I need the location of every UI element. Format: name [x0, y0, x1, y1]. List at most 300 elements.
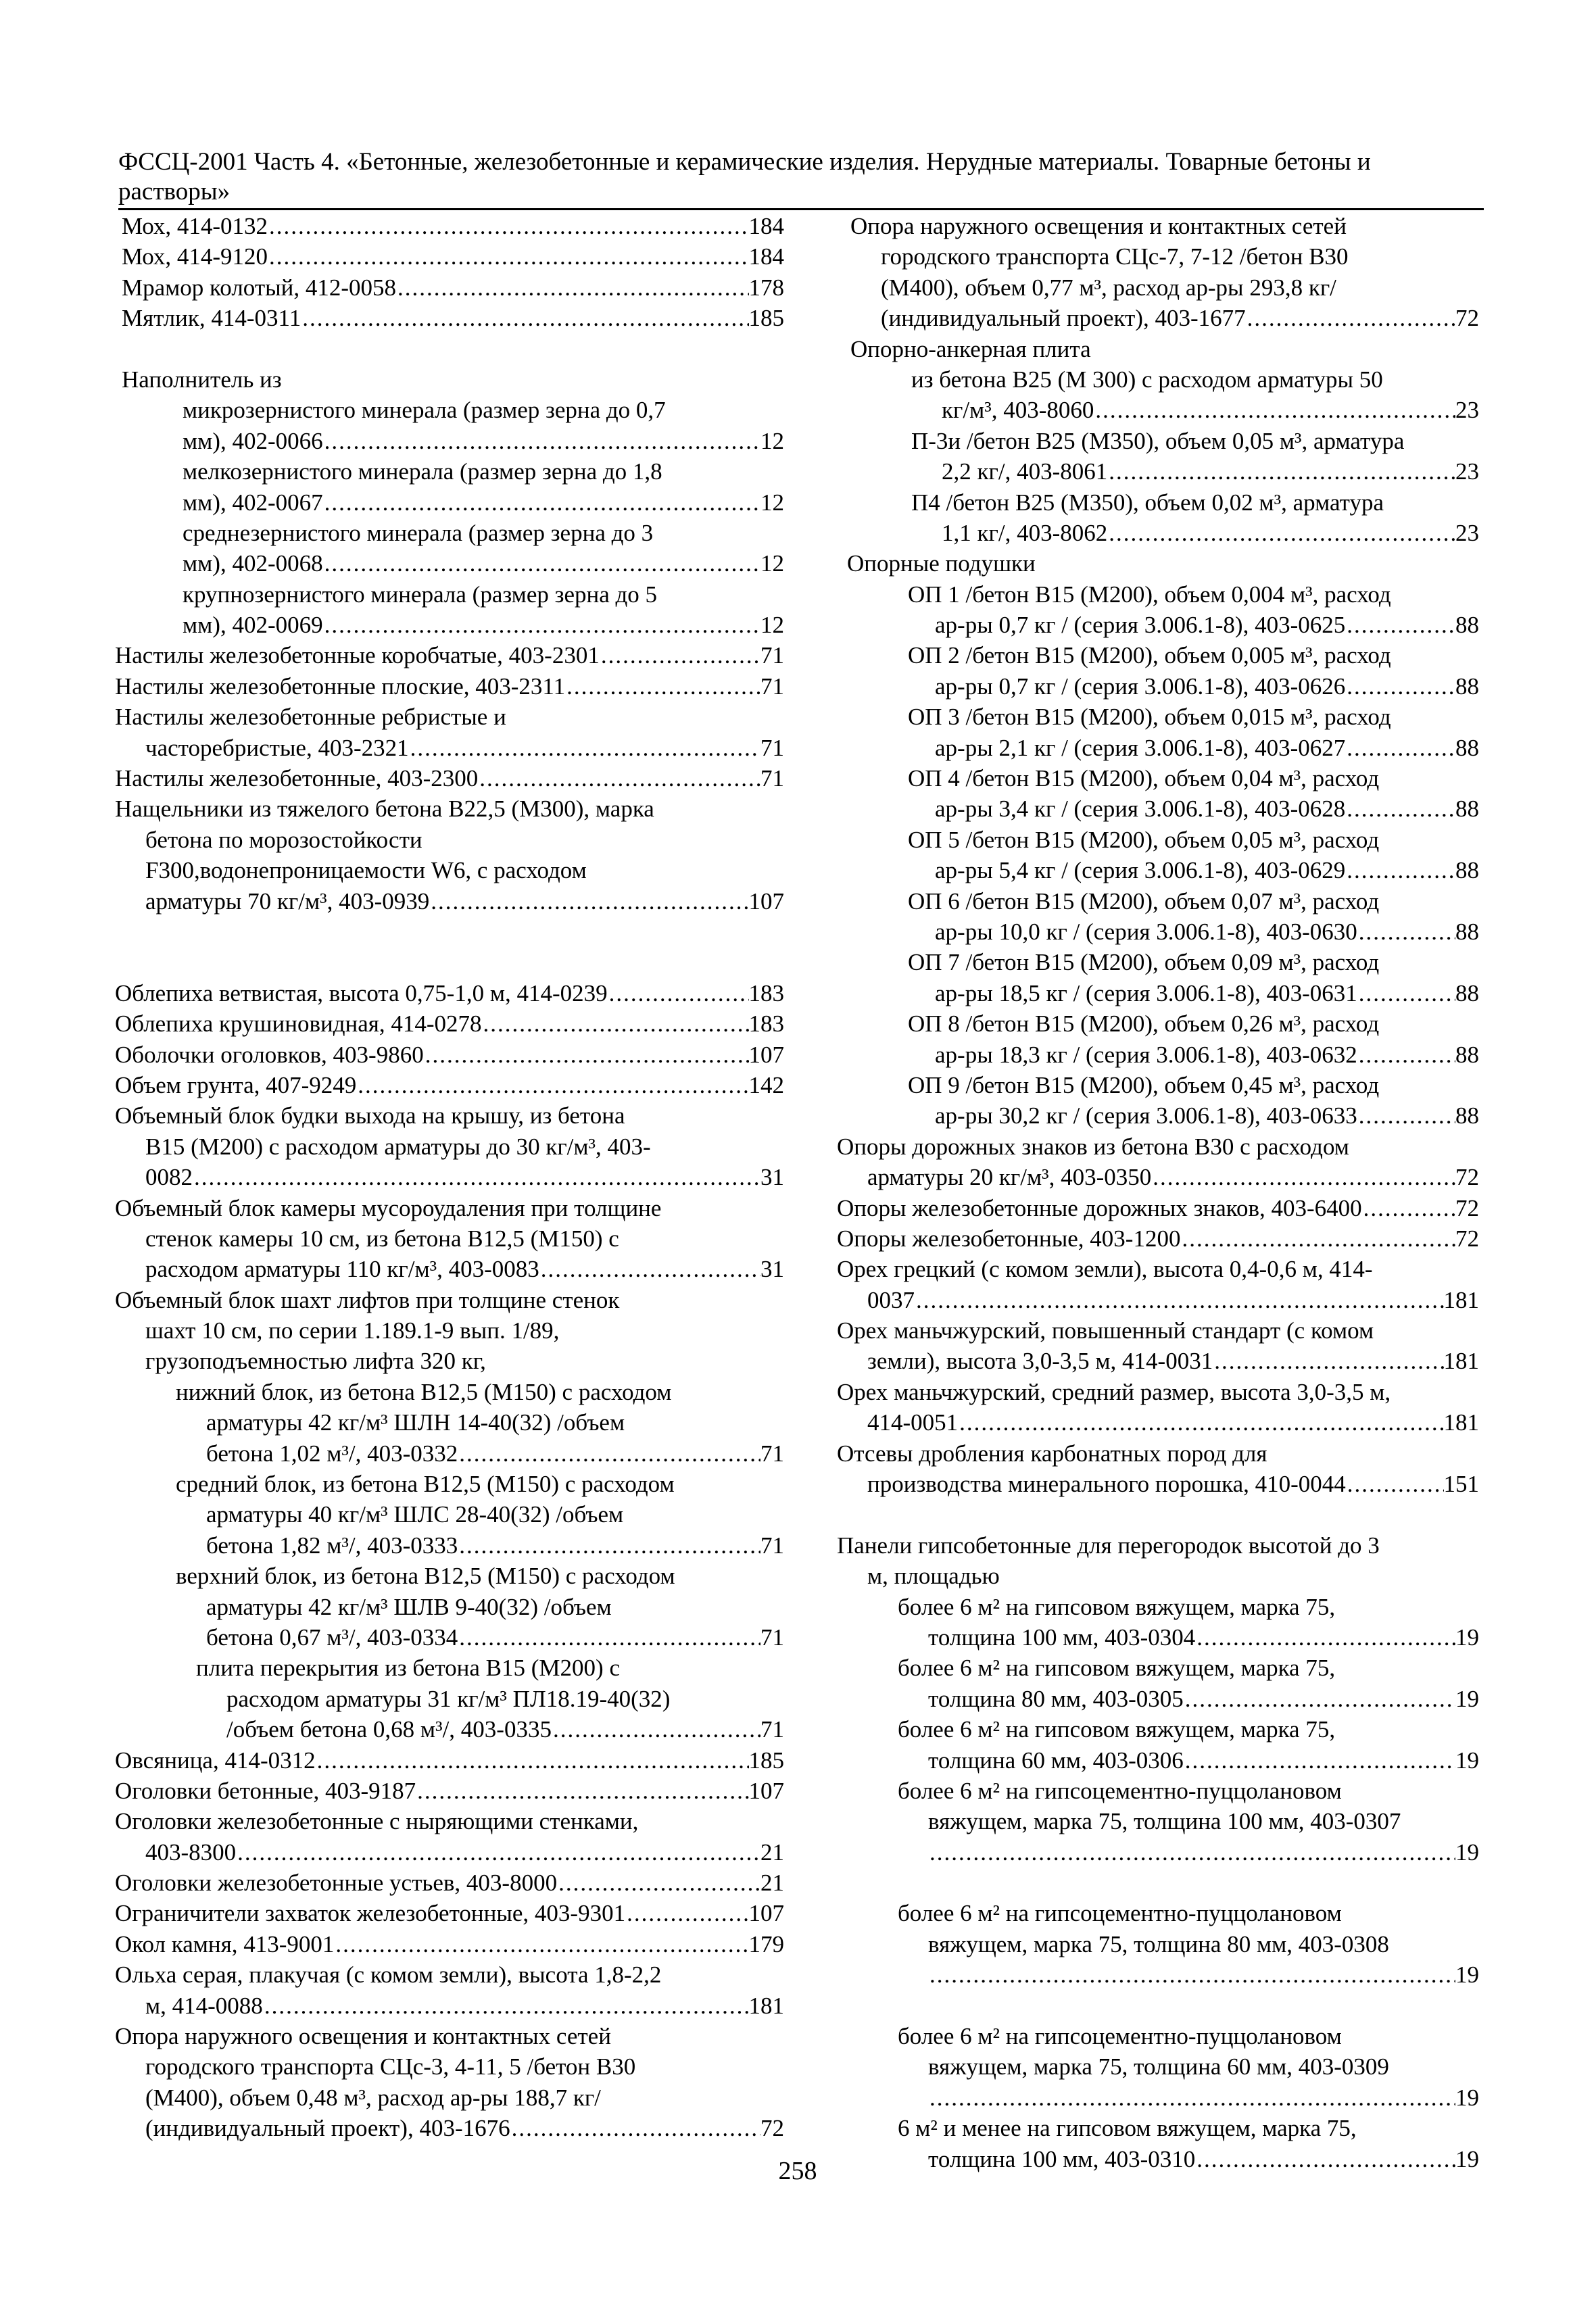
- index-entry: [108, 1745, 784, 1776]
- index-entry-line: [830, 334, 1479, 364]
- index-entry-line: [108, 1714, 784, 1745]
- dot-leader: [928, 1837, 1455, 1868]
- index-entry-line: [830, 794, 1479, 824]
- entry-text: мелкозернистого минерала (размер зерна до 1,8: [183, 458, 662, 485]
- index-entry-line: [108, 702, 784, 732]
- dot-leader: [424, 1040, 749, 1070]
- entry-text: Окол камня, 413-9001: [115, 1930, 335, 1957]
- entry-page-ref: 88: [1455, 734, 1479, 761]
- entry-text: ар-ры 30,2 кг / (серия 3.006.1-8), 403-0633: [935, 1102, 1357, 1129]
- entry-page-ref: 71: [760, 673, 784, 700]
- index-entry-line: [830, 671, 1479, 702]
- index-entry: [108, 303, 784, 333]
- index-entry-line: [830, 1315, 1479, 1346]
- index-entry-line: [108, 1837, 784, 1868]
- entry-text: 6 м² и менее на гипсовом вяжущем, марка 75,: [898, 2115, 1357, 2142]
- entry-page-ref: 12: [760, 427, 784, 454]
- entry-page-ref: 72: [1455, 1164, 1479, 1191]
- page-number: 258: [778, 2157, 817, 2185]
- index-column-left: [108, 211, 784, 2144]
- entry-text: ар-ры 18,5 кг / (серия 3.006.1-8), 403-0631: [935, 979, 1357, 1006]
- index-entry-line: [830, 1008, 1479, 1039]
- entry-text: арматуры 40 кг/м³ ШЛС 28-40(32) /объем: [206, 1501, 624, 1528]
- index-entry-line: [830, 1040, 1479, 1070]
- index-entry-line: [830, 1469, 1479, 1499]
- entry-text: толщина 60 мм, 403-0306: [928, 1747, 1184, 1774]
- index-entry-line: [108, 2051, 784, 2082]
- entry-page-ref: 19: [1455, 1961, 1479, 1989]
- index-entry-line: [108, 1530, 784, 1561]
- index-entry-line: [830, 763, 1479, 794]
- index-entry: [108, 978, 784, 1008]
- index-entry: [108, 1898, 784, 1928]
- index-entry-line: [108, 364, 784, 395]
- dot-leader: [263, 1991, 749, 2021]
- entry-page-ref: 181: [1443, 1286, 1479, 1313]
- index-entry: [830, 364, 1479, 426]
- index-entry-line: [830, 364, 1479, 395]
- index-entry-line: [108, 518, 784, 548]
- entry-text: м, площадью: [867, 1563, 1000, 1590]
- index-entry: [108, 1070, 784, 1100]
- dot-leader: [478, 763, 760, 794]
- index-entry: [108, 1469, 784, 1561]
- index-entry-line: [108, 211, 784, 241]
- dot-leader: [356, 1070, 748, 1100]
- entry-page-ref: 71: [760, 642, 784, 669]
- index-entry-line: [830, 211, 1479, 241]
- entry-page-ref: 19: [1455, 2145, 1479, 2172]
- entry-text: бетона 1,82 м³/, 403-0333: [206, 1532, 458, 1559]
- index-entry-line: [108, 733, 784, 763]
- entry-text: более 6 м² на гипсовом вяжущем, марка 75,: [898, 1655, 1336, 1682]
- index-entry: [108, 1100, 784, 1192]
- entry-text: Опора наружного освещения и контактных сетей: [850, 213, 1347, 239]
- dot-leader: [1151, 1162, 1455, 1192]
- entry-text: городского транспорта СЦс-7, 7-12 /бетон В30: [881, 243, 1349, 270]
- index-entry: [830, 640, 1479, 702]
- entry-text: ОП 6 /бетон В15 (М200), объем 0,07 м³, расход: [908, 887, 1380, 915]
- index-entry-line: [830, 1929, 1479, 1959]
- entry-page-ref: 12: [760, 489, 784, 516]
- index-entry: [108, 272, 784, 303]
- index-entry-line: [830, 1561, 1479, 1591]
- index-entry-line: [108, 1653, 784, 1683]
- index-entry-line: [108, 1469, 784, 1499]
- entry-text: Отсевы дробления карбонатных пород для: [837, 1440, 1267, 1467]
- entry-page-ref: 181: [1443, 1348, 1479, 1375]
- entry-text: 2,2 кг/, 403-8061: [942, 458, 1108, 485]
- dot-leader: [429, 886, 748, 917]
- entry-text: грузоподъемностью лифта 320 кг,: [145, 1348, 486, 1375]
- index-entry: [108, 241, 784, 272]
- index-entry: [830, 1776, 1479, 1868]
- index-entry: [108, 518, 784, 579]
- entry-page-ref: 88: [1455, 612, 1479, 639]
- dot-leader: [482, 1008, 749, 1039]
- index-entry-line: [108, 1315, 784, 1346]
- spacer: [108, 334, 784, 364]
- entry-text: (М400), объем 0,77 м³, расход ар-ры 293,8 кг/: [881, 274, 1336, 301]
- index-entry: [108, 1561, 784, 1653]
- index-entry-line: [830, 610, 1479, 640]
- index-entry-line: [108, 978, 784, 1008]
- entry-text: Опоры железобетонные, 403-1200: [837, 1225, 1181, 1252]
- index-entry-line: [108, 426, 784, 456]
- entry-text: ар-ры 10,0 кг / (серия 3.006.1-8), 403-0630: [935, 918, 1357, 945]
- entry-page-ref: 71: [760, 1716, 784, 1743]
- entry-text: ар-ры 0,7 кг / (серия 3.006.1-8), 403-0626: [935, 673, 1346, 700]
- entry-text: расходом арматуры 110 кг/м³, 403-0083: [145, 1256, 539, 1283]
- entry-text: более 6 м² на гипсоцементно-пуццолановом: [898, 1900, 1342, 1927]
- index-entry-line: [108, 1806, 784, 1836]
- entry-text: Объем грунта, 407-9249: [115, 1071, 357, 1098]
- page-header: ФССЦ-2001 Часть 4. «Бетонные, железобетонные и керамические изделия. Нерудные материалы. Товарные бетоны и растворы»: [118, 148, 1371, 205]
- entry-page-ref: 178: [748, 274, 784, 301]
- entry-text: ар-ры 3,4 кг / (серия 3.006.1-8), 403-0628: [935, 796, 1346, 823]
- entry-text: Настилы железобетонные, 403-2300: [115, 765, 479, 792]
- entry-text: Объемный блок будки выхода на крышу, из бетона: [115, 1102, 625, 1129]
- dot-leader: [1357, 1100, 1455, 1131]
- entry-text: нижний блок, из бетона В12,5 (М150) с расходом: [176, 1378, 672, 1405]
- entry-page-ref: 31: [760, 1164, 784, 1191]
- entry-text: Облепиха ветвистая, высота 0,75-1,0 м, 414-0239: [115, 979, 608, 1006]
- entry-text: более 6 м² на гипсовом вяжущем, марка 75,: [898, 1716, 1336, 1743]
- index-entry-line: [830, 487, 1479, 518]
- spacer: [108, 947, 784, 977]
- index-entry-line: [108, 1100, 784, 1131]
- index-entry-line: [830, 1714, 1479, 1745]
- dot-leader: [1346, 1469, 1444, 1499]
- index-entry-line: [108, 1622, 784, 1653]
- index-entry: [830, 702, 1479, 763]
- dot-leader: [1213, 1346, 1443, 1376]
- entry-text: вяжущем, марка 75, толщина 60 мм, 403-0309: [928, 2053, 1389, 2080]
- index-entry: [108, 1806, 784, 1868]
- index-entry-line: [108, 1745, 784, 1776]
- dot-leader: [1184, 1745, 1455, 1776]
- index-entry: [108, 1040, 784, 1070]
- index-entry-line: [108, 579, 784, 610]
- dot-leader: [1345, 733, 1455, 763]
- entry-page-ref: 185: [748, 305, 784, 332]
- entry-text: мм), 402-0068: [183, 550, 323, 577]
- index-entry-line: [108, 640, 784, 671]
- entry-text: толщина 100 мм, 403-0304: [928, 1624, 1196, 1651]
- entry-text: Оголовки бетонные, 403-9187: [115, 1777, 416, 1804]
- index-entry-line: [108, 1131, 784, 1162]
- index-entry-line: [830, 702, 1479, 732]
- index-entry-line: [830, 1653, 1479, 1683]
- entry-page-ref: 88: [1455, 673, 1479, 700]
- index-entry: [108, 2021, 784, 2144]
- entry-text: Оголовки железобетонные с ныряющими стенками,: [115, 1808, 639, 1835]
- index-entry-line: [108, 1959, 784, 1990]
- entry-page-ref: 12: [760, 550, 784, 577]
- entry-text: бетона по морозостойкости: [145, 826, 422, 853]
- index-entry-line: [830, 272, 1479, 303]
- entry-page-ref: 107: [748, 1900, 784, 1927]
- index-entry-line: [830, 978, 1479, 1008]
- dot-leader: [396, 272, 748, 303]
- index-entry-line: [108, 794, 784, 824]
- index-entry-line: [830, 1837, 1479, 1868]
- dot-leader: [458, 1622, 760, 1653]
- spacer: [830, 1868, 1479, 1898]
- entry-page-ref: 19: [1455, 1624, 1479, 1651]
- entry-text: бетона 0,67 м³/, 403-0334: [206, 1624, 458, 1651]
- entry-text: мм), 402-0067: [183, 489, 323, 516]
- entry-text: ОП 4 /бетон В15 (М200), объем 0,04 м³, расход: [908, 765, 1380, 792]
- index-entry: [830, 1530, 1479, 1592]
- dot-leader: [268, 211, 748, 241]
- dot-leader: [1345, 610, 1455, 640]
- index-entry: [108, 1929, 784, 1959]
- entry-text: Объемный блок шахт лифтов при толщине стенок: [115, 1286, 620, 1313]
- dot-leader: [958, 1407, 1443, 1438]
- entry-text: Ограничители захваток железобетонные, 403-9301: [115, 1900, 626, 1927]
- entry-text: Объемный блок камеры мусороудаления при толщине: [115, 1194, 662, 1221]
- dot-leader: [236, 1837, 760, 1868]
- entry-page-ref: 19: [1455, 2084, 1479, 2111]
- dot-leader: [334, 1929, 748, 1959]
- dot-leader: [1362, 1193, 1455, 1223]
- index-entry-line: [830, 548, 1479, 579]
- entry-text: более 6 м² на гипсоцементно-пуццолановом: [898, 2023, 1342, 2050]
- dot-leader: [915, 1285, 1444, 1315]
- spacer: [108, 917, 784, 947]
- entry-text: 403-8300: [145, 1838, 237, 1866]
- entry-text: Опоры дорожных знаков из бетона В30 с расходом: [837, 1133, 1349, 1160]
- index-entry: [830, 1315, 1479, 1377]
- index-entry-line: [108, 303, 784, 333]
- entry-text: средний блок, из бетона В12,5 (М150) с расходом: [176, 1471, 675, 1498]
- entry-text: F300,водонепроницаемости W6, с расходом: [145, 857, 587, 884]
- entry-text: Мрамор колотый, 412-0058: [122, 274, 397, 301]
- index-entry: [830, 1131, 1479, 1193]
- dot-leader: [600, 640, 760, 671]
- entry-text: м, 414-0088: [145, 1992, 263, 2019]
- index-entry-line: [108, 548, 784, 579]
- dot-leader: [458, 1438, 760, 1469]
- entry-text: ОП 7 /бетон В15 (М200), объем 0,09 м³, расход: [908, 949, 1380, 976]
- entry-page-ref: 107: [748, 1041, 784, 1068]
- index-entry: [108, 211, 784, 241]
- entry-text: арматуры 42 кг/м³ ШЛН 14-40(32) /объем: [206, 1409, 625, 1436]
- index-entry: [108, 702, 784, 763]
- dot-leader: [1184, 1684, 1455, 1714]
- index-entry-line: [830, 1377, 1479, 1407]
- index-entry-line: [830, 1407, 1479, 1438]
- dot-leader: [565, 671, 760, 702]
- entry-text: Панели гипсобетонные для перегородок высотой до 3: [837, 1532, 1380, 1559]
- index-column-right: [830, 211, 1479, 2174]
- index-entry-line: [108, 1499, 784, 1530]
- index-entry-line: [108, 610, 784, 640]
- index-entry: [108, 1193, 784, 1285]
- entry-page-ref: 23: [1455, 519, 1479, 546]
- dot-leader: [1107, 456, 1455, 487]
- index-entry-line: [830, 1530, 1479, 1561]
- dot-leader: [557, 1868, 760, 1898]
- index-entry-line: [108, 395, 784, 425]
- index-entry: [830, 2021, 1479, 2113]
- index-entry-line: [830, 1193, 1479, 1223]
- dot-leader: [268, 241, 748, 272]
- index-entry: [830, 548, 1479, 579]
- index-entry-line: [830, 1100, 1479, 1131]
- index-entry: [830, 1254, 1479, 1315]
- entry-page-ref: 23: [1455, 397, 1479, 424]
- dot-leader: [301, 303, 748, 333]
- dot-leader: [1094, 395, 1455, 425]
- index-entry-line: [830, 1438, 1479, 1469]
- entry-text: (индивидуальный проект), 403-1676: [145, 2115, 510, 2142]
- index-entry: [830, 763, 1479, 825]
- index-entry: [830, 1070, 1479, 1131]
- entry-page-ref: 71: [760, 734, 784, 761]
- index-entry-line: [108, 1223, 784, 1254]
- entry-text: 1,1 кг/, 403-8062: [942, 519, 1108, 546]
- entry-text: верхний блок, из бетона В12,5 (М150) с расходом: [176, 1563, 675, 1590]
- index-entry-line: [108, 855, 784, 885]
- entry-text: кг/м³, 403-8060: [942, 397, 1094, 424]
- entry-text: ОП 1 /бетон В15 (М200), объем 0,004 м³, расход: [908, 581, 1391, 608]
- index-entry: [108, 1868, 784, 1898]
- entry-text: Настилы железобетонные коробчатые, 403-2301: [115, 642, 600, 669]
- entry-page-ref: 107: [748, 887, 784, 915]
- entry-page-ref: 88: [1455, 857, 1479, 884]
- entry-text: Орех маньчжурский, средний размер, высота 3,0-3,5 м,: [837, 1378, 1391, 1405]
- index-entry-line: [830, 1806, 1479, 1836]
- index-entry-line: [108, 487, 784, 518]
- index-entry-line: [830, 1776, 1479, 1806]
- index-entry: [108, 794, 784, 917]
- index-entry-line: [108, 1776, 784, 1806]
- index-entry-line: [830, 855, 1479, 885]
- dot-leader: [1345, 794, 1455, 824]
- index-entry-line: [830, 733, 1479, 763]
- entry-text: ОП 5 /бетон В15 (М200), объем 0,05 м³, расход: [908, 826, 1380, 853]
- entry-text: ОП 8 /бетон В15 (М200), объем 0,26 м³, расход: [908, 1010, 1380, 1038]
- index-entry-line: [830, 1285, 1479, 1315]
- index-entry-line: [830, 825, 1479, 855]
- entry-text: производства минерального порошка, 410-0044: [867, 1471, 1346, 1498]
- dot-leader: [193, 1162, 760, 1192]
- dot-leader: [510, 2113, 760, 2143]
- entry-text: Мятлик, 414-0311: [122, 305, 301, 332]
- index-entry-line: [830, 886, 1479, 917]
- dot-leader: [416, 1776, 748, 1806]
- entry-page-ref: 31: [760, 1256, 784, 1283]
- index-entry: [830, 1898, 1479, 1990]
- index-entry: [830, 1653, 1479, 1714]
- entry-page-ref: 19: [1455, 1747, 1479, 1774]
- entry-text: Оболочки оголовков, 403-9860: [115, 1041, 424, 1068]
- index-entry: [108, 364, 784, 395]
- index-entry-line: [108, 1008, 784, 1039]
- index-entry-line: [108, 886, 784, 917]
- dot-leader: [625, 1898, 748, 1928]
- dot-leader: [928, 1959, 1455, 1990]
- index-entry-line: [108, 1070, 784, 1100]
- entry-text: ОП 3 /бетон В15 (М200), объем 0,015 м³, расход: [908, 704, 1391, 731]
- index-entry: [830, 825, 1479, 886]
- index-entry: [108, 640, 784, 671]
- index-entry: [830, 1377, 1479, 1438]
- entry-text: 414-0051: [867, 1409, 959, 1436]
- index-entry-line: [830, 426, 1479, 456]
- entry-text: из бетона В25 (М 300) с расходом арматуры 50: [911, 366, 1383, 393]
- entry-page-ref: 72: [1455, 1225, 1479, 1252]
- dot-leader: [1357, 917, 1455, 947]
- entry-page-ref: 88: [1455, 1102, 1479, 1129]
- entry-page-ref: 151: [1443, 1471, 1479, 1498]
- entry-text: П-3и /бетон В25 (М350), объем 0,05 м³, арматура: [911, 427, 1405, 454]
- entry-page-ref: 72: [760, 2115, 784, 2142]
- dot-leader: [458, 1530, 760, 1561]
- dot-leader: [323, 610, 760, 640]
- entry-text: ар-ры 0,7 кг / (серия 3.006.1-8), 403-0625: [935, 612, 1346, 639]
- index-entry: [830, 487, 1479, 549]
- dot-leader: [316, 1745, 749, 1776]
- entry-text: (М400), объем 0,48 м³, расход ар-ры 188,7 кг/: [145, 2084, 601, 2111]
- index-entry-line: [830, 1898, 1479, 1928]
- entry-text: (индивидуальный проект), 403-1677: [881, 305, 1246, 332]
- index-entry-line: [830, 1223, 1479, 1254]
- index-entry: [830, 1714, 1479, 1776]
- index-entry-line: [108, 1162, 784, 1192]
- dot-leader: [1357, 978, 1455, 1008]
- index-entry-line: [830, 1131, 1479, 1162]
- entry-text: ОП 2 /бетон В15 (М200), объем 0,005 м³, расход: [908, 642, 1391, 669]
- index-entry: [108, 456, 784, 518]
- entry-text: арматуры 20 кг/м³, 403-0350: [867, 1164, 1152, 1191]
- index-entry-line: [830, 1254, 1479, 1284]
- entry-text: Оголовки железобетонные устьев, 403-8000: [115, 1870, 558, 1897]
- entry-text: арматуры 70 кг/м³, 403-0939: [145, 887, 430, 915]
- entry-text: плита перекрытия из бетона В15 (М200) с: [196, 1655, 620, 1682]
- index-entry-line: [108, 1868, 784, 1898]
- dot-leader: [928, 2082, 1455, 2113]
- entry-text: Облепиха крушиновидная, 414-0278: [115, 1010, 482, 1038]
- index-entry-line: [830, 1684, 1479, 1714]
- index-entry-line: [830, 947, 1479, 977]
- entry-text: арматуры 42 кг/м³ ШЛВ 9-40(32) /объем: [206, 1593, 612, 1620]
- index-entry: [830, 1223, 1479, 1254]
- entry-text: Опорные подушки: [847, 550, 1036, 577]
- index-entry: [830, 886, 1479, 948]
- entry-page-ref: 19: [1455, 1685, 1479, 1712]
- entry-text: Орех маньчжурский, повышенный стандарт (с комом: [837, 1317, 1374, 1344]
- index-entry-line: [108, 763, 784, 794]
- index-entry: [830, 2113, 1479, 2174]
- index-entry-line: [108, 671, 784, 702]
- entry-page-ref: 71: [760, 765, 784, 792]
- index-entry-line: [108, 272, 784, 303]
- dot-leader: [1246, 303, 1455, 333]
- entry-page-ref: 179: [748, 1930, 784, 1957]
- index-entry-line: [830, 2021, 1479, 2051]
- entry-page-ref: 71: [760, 1624, 784, 1651]
- entry-text: часторебристые, 403-2321: [145, 734, 409, 761]
- entry-text: шахт 10 см, по серии 1.189.1-9 вып. 1/89,: [145, 1317, 560, 1344]
- entry-text: более 6 м² на гипсовом вяжущем, марка 75,: [898, 1593, 1336, 1620]
- dot-leader: [1357, 1040, 1455, 1070]
- index-entry-line: [830, 1592, 1479, 1622]
- entry-text: Мох, 414-9120: [122, 243, 268, 270]
- entry-page-ref: 72: [1455, 1194, 1479, 1221]
